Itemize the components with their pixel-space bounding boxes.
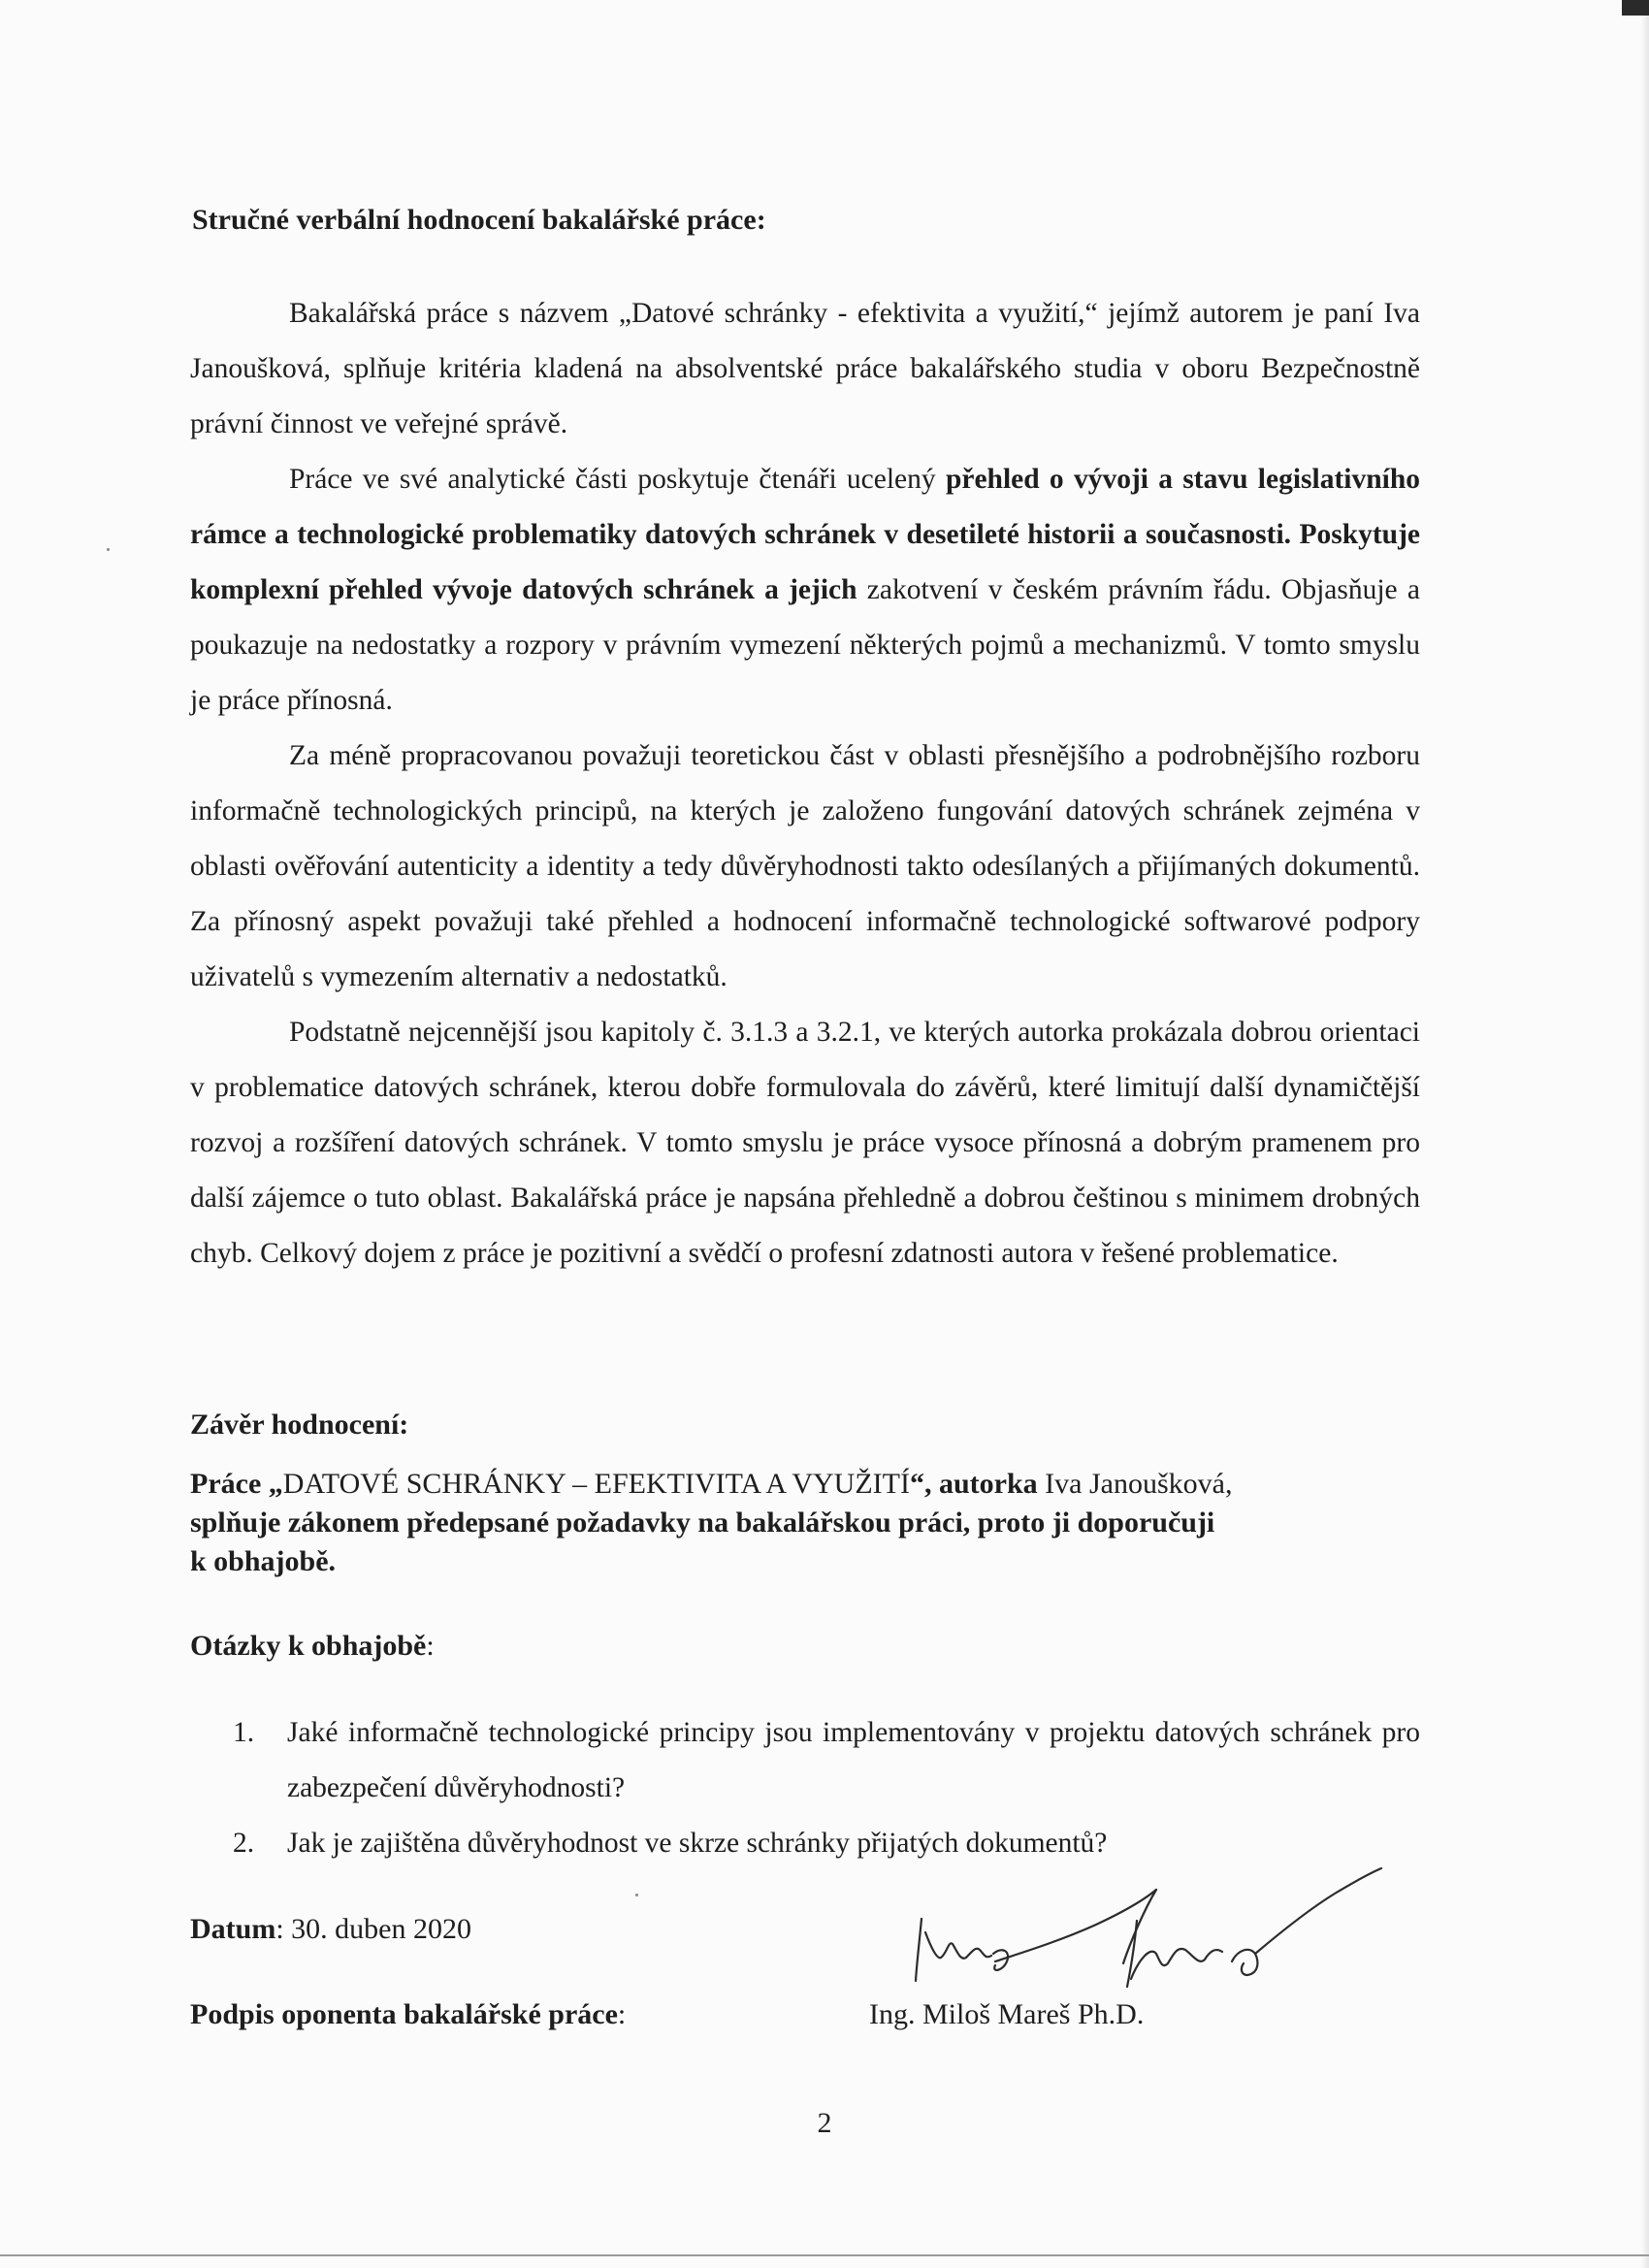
questions-heading: Otázky k obhajobě: <box>190 1630 435 1662</box>
handwritten-signature <box>902 1853 1406 1998</box>
scan-mark <box>1622 0 1649 16</box>
scan-edge <box>1641 0 1649 2268</box>
conclusion-heading: Závěr hodnocení: <box>190 1409 409 1441</box>
review-body <box>190 286 1420 1281</box>
questions-list <box>190 1705 1420 1871</box>
paragraph-assessment: Podstatně nejcennější jsou kapitoly č. 3.1.3 a 3.2.1, ve kterých autorka prokázala dobrou orientaci v problematice datových schránek, kterou dobře formulovala do závěrů, které limitují další dynamičtější rozvoj a rozšíření datových schránek. V tomto smyslu je práce vysoce přínosná a dobrým pramenem pro další zájemce o tuto oblast. Bakalářská práce je napsána přehledně a dobrou češtinou s minimem drobných chyb. Celkový dojem z práce je pozitivní a svědčí o profesní zdatnosti autora v řešené problematice. <box>190 1017 1420 1269</box>
paragraph-intro: Bakalářská práce s názvem „Datové schránky - efektivita a využití,“ jejímž autorem je paní Iva Janoušková, splňuje kritéria kladená na absolventské práce bakalářského studia v oboru Bezpečnostně právní činnost ve veřejné správě. <box>190 298 1420 439</box>
signature-label: Podpis oponenta bakalářské práce: <box>190 1998 627 2030</box>
emphasis-text: přehled o vývoji a stavu legislativního rámce a technologické problematiky datových schránek v desetileté historii a současnosti. Poskytuje komplexní přehled vývoje datových schránek a jejich <box>190 464 1420 605</box>
conclusion-text: Práce „DATOVÉ SCHRÁNKY – EFEKTIVITA A VYUŽITÍ“, autorka Iva Janoušková, splňuje zákonem předepsané požadavky na bakalářskou práci, proto ji doporučuji k obhajobě. <box>190 1468 1233 1577</box>
thesis-title: DATOVÉ SCHRÁNKY – EFEKTIVITA A VYUŽITÍ <box>282 1468 910 1500</box>
reviewer-name: Ing. Miloš Mareš Ph.D. <box>869 1998 1145 2030</box>
question-number: 2. <box>233 1828 255 1859</box>
author-name: Iva Janoušková, <box>1037 1468 1233 1500</box>
question-text: Jak je zajištěna důvěryhodnost ve skrze schránky přijatých dokumentů? <box>287 1828 1108 1859</box>
list-item <box>190 1705 1420 1816</box>
review-heading: Stručné verbální hodnocení bakalářské práce: <box>192 204 766 236</box>
page-number: 2 <box>817 2107 832 2139</box>
question-number: 1. <box>233 1717 255 1748</box>
scan-speck <box>635 1894 638 1896</box>
scan-speck <box>107 548 110 551</box>
paragraph-analysis: Práce ve své analytické části poskytuje čtenáři ucelený přehled o vývoji a stavu legislativního rámce a technologické problematiky datových schránek v desetileté historii a současnosti. Poskytuje komplexní přehled vývoje datových schránek a jejich zakotvení v českém právním řádu. Objasňuje a poukazuje na nedostatky a rozpory v právním vymezení některých pojmů a mechanizmů. V tomto smyslu je práce přínosná. <box>190 464 1420 716</box>
scan-line <box>0 2254 1649 2256</box>
paragraph-critique: Za méně propracovanou považuji teoretickou část v oblasti přesnějšího a podrobnějšího rozboru informačně technologických principů, na kterých je založeno fungování datových schránek zejména v oblasti ověřování autenticity a identity a tedy důvěryhodnosti takto odesílaných a přijímaných dokumentů. Za přínosný aspekt považuji také přehled a hodnocení informačně technologické softwarové podpory uživatelů s vymezením alternativ a nedostatků. <box>190 740 1420 992</box>
question-text: Jaké informačně technologické principy jsou implementovány v projektu datových schránek pro zabezpečení důvěryhodnosti? <box>287 1717 1420 1803</box>
date-line: Datum: 30. duben 2020 <box>190 1913 471 1945</box>
date-value: : 30. duben 2020 <box>275 1913 471 1945</box>
